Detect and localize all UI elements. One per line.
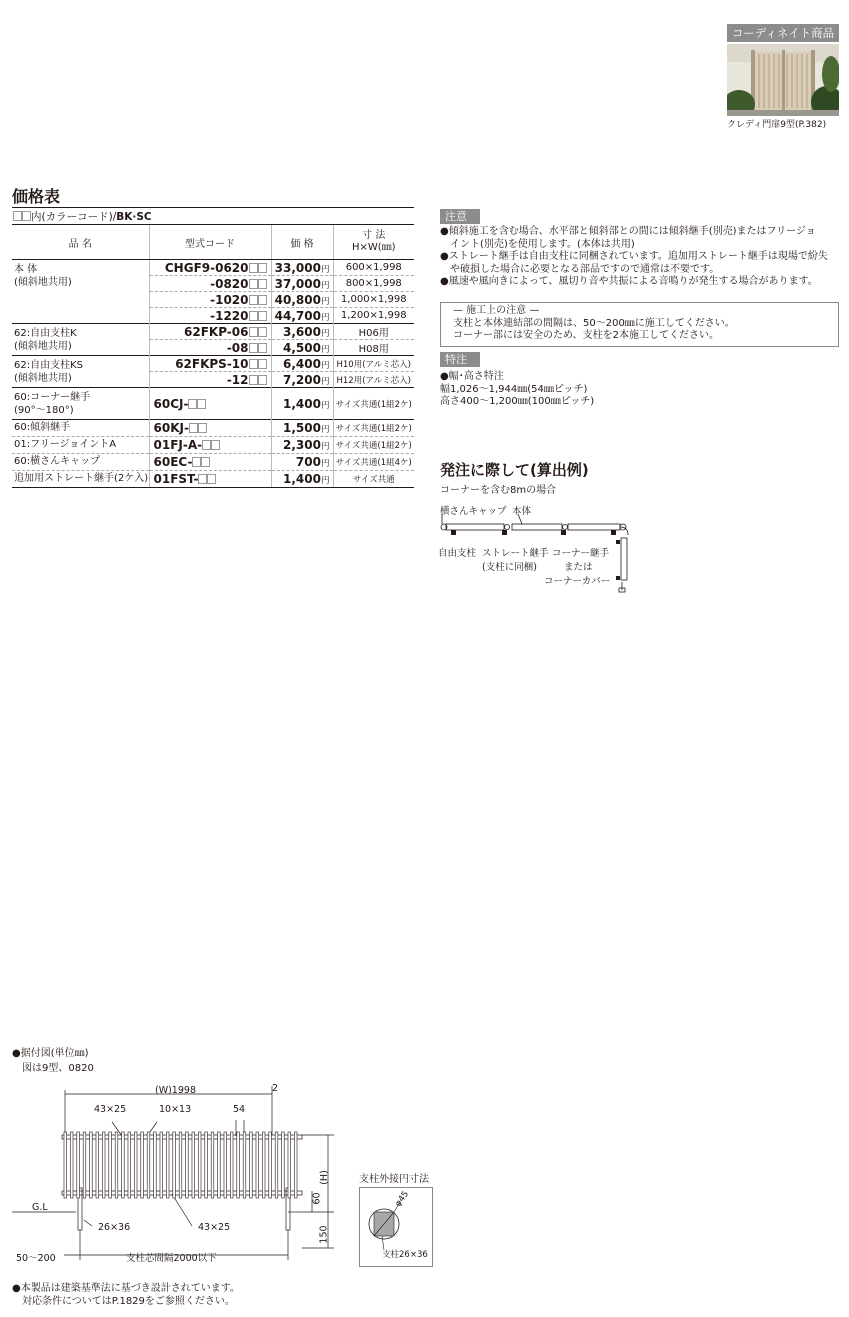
dim-post: 26×36 [98, 1222, 131, 1233]
fence-picket [237, 1132, 240, 1198]
product-name: 60:横さんキャップ [12, 454, 149, 471]
color-code-box-icon [22, 211, 31, 221]
fence-picket [128, 1132, 131, 1198]
fence-picket [243, 1132, 246, 1198]
fence-picket [250, 1132, 253, 1198]
color-code-box-icon [13, 211, 22, 221]
fence-picket [77, 1132, 80, 1198]
fence-picket [134, 1132, 137, 1198]
fence-picket [205, 1132, 208, 1198]
fence-picket [192, 1132, 195, 1198]
fence-picket [147, 1132, 150, 1198]
fence-picket [282, 1132, 285, 1198]
fence-picket [70, 1132, 73, 1198]
fence-picket [166, 1132, 169, 1198]
table-row: 01:フリージョイントA 01FJ-A- 2,300円 サイズ共通(1組2ケ) [12, 437, 414, 454]
special-order-tag: 特注 [440, 352, 480, 367]
installation-heading: ●据付図(単位㎜) 図は9型、0820 [12, 1048, 94, 1074]
label-corner-joint: コーナー継手 [552, 548, 610, 559]
divider [12, 207, 414, 208]
label-or: または [564, 562, 593, 573]
fence-picket [109, 1132, 112, 1198]
table-row: -0820 37,000円 800×1,998 [12, 276, 414, 292]
coordinate-caption: クレディ門扉9型(P.382) [727, 120, 827, 130]
fence-picket [115, 1132, 118, 1198]
header-size: 寸 法 H×W(㎜) [333, 225, 414, 260]
order-example-diagram [436, 500, 646, 600]
fence-picket [211, 1132, 214, 1198]
fence-picket [269, 1132, 272, 1198]
product-name: 62:自由支柱K (傾斜地共用) [12, 324, 149, 356]
table-header [12, 225, 414, 260]
price-title: 価格表 [12, 187, 61, 206]
label-straight-joint-note: (支柱に同梱) [482, 562, 537, 573]
dim-picket: 10×13 [159, 1104, 192, 1115]
product-name: 60:傾斜継手 [12, 420, 149, 437]
fence-picket [83, 1132, 86, 1198]
table-row: 62:自由支柱KS (傾斜地共用) 62FKPS-10 6,400円 H10用(アルミ芯入) [12, 356, 414, 372]
coordinate-tag: コーディネイト商品 [727, 24, 839, 42]
table-row: 60:コーナー継手 (90°〜180°) 60CJ- 1,400円 サイズ共通(1組2ケ) [12, 388, 414, 420]
fence-picket [256, 1132, 259, 1198]
dim-rail: 43×25 [94, 1104, 127, 1115]
fence-picket [294, 1132, 297, 1198]
circle-dimension-drawing [359, 1187, 433, 1267]
fence-picket [275, 1132, 278, 1198]
label-cap: 横さんキャップ [440, 506, 507, 517]
fence-picket [141, 1132, 144, 1198]
product-name: 追加用ストレート継手(2ケ入) [12, 471, 149, 488]
dim-2: 2 [272, 1083, 279, 1094]
installation-drawing [12, 1080, 342, 1270]
header-price: 価 格 [271, 225, 333, 260]
dim-height: (H) [318, 1170, 330, 1185]
table-row: -12 7,200円 H12用(アルミ芯入) [12, 372, 414, 388]
table-row: 追加用ストレート継手(2ケ入) 01FST- 1,400円 サイズ共通 [12, 471, 414, 488]
order-example-subtitle: コーナーを含む8mの場合 [440, 485, 557, 496]
header-code: 型式コード [149, 225, 271, 260]
footer-notes: ●本製品は建築基準法に基づき設計されています。 対応条件についてはP.1829をご参照ください。 [12, 1283, 240, 1307]
dim-width: (W)1998 [155, 1085, 196, 1096]
table-row: -08 4,500円 H08用 [12, 340, 414, 356]
circle-diameter: φ45 [393, 1189, 412, 1209]
fence-picket [218, 1132, 221, 1198]
fence-picket [96, 1132, 99, 1198]
dim-150: 150 [318, 1225, 330, 1244]
dim-60: 60 [311, 1192, 323, 1205]
product-name: 01:フリージョイントA [12, 437, 149, 454]
table-row: 60:傾斜継手 60KJ- 1,500円 サイズ共通(1組2ケ) [12, 420, 414, 437]
fence-picket [224, 1132, 227, 1198]
fence-picket [173, 1132, 176, 1198]
dim-gap: 50〜200 [16, 1253, 56, 1264]
caution-tag: 注意 [440, 209, 480, 224]
post-size-label: 支柱26×36 [382, 1250, 428, 1260]
label-straight-joint: ストレート継手 [482, 548, 549, 559]
color-codes: BK·SC [116, 211, 152, 223]
table-row: 62:自由支柱K (傾斜地共用) 62FKP-06 3,600円 H06用 [12, 324, 414, 340]
caution-notes: ●傾斜施工を含む場合、水平部と傾斜部との間には傾斜継手(別売)またはフリージョ イント(別売)を使用します。(本体は共用) ●ストレート継手は自由支柱に同梱されています。追加用ストレート継手は現場で紛失 や破損した場合に必要となる部品ですので通常は不要です。 ●風速や風向きによって、風切り音や共振による音鳴りが発生する場合があります。 [440, 226, 828, 287]
table-row: 本 体 (傾斜地共用) CHGF9-0620 33,000円 600×1,998 [12, 260, 414, 276]
installation-caution-box: — 施工上の注意 — 支柱と本体連結部の間隔は、50〜200㎜に施工してください。 コーナー部には安全のため、支柱を2本施工してください。 [440, 302, 839, 347]
table-row: -1220 44,700円 1,200×1,998 [12, 308, 414, 324]
dim-rail-bottom: 43×25 [198, 1222, 231, 1233]
coordinate-product-photo [727, 44, 839, 116]
fence-picket [154, 1132, 157, 1198]
fence-picket [186, 1132, 189, 1198]
fence-picket [160, 1132, 163, 1198]
ground-level-label: G.L [32, 1202, 48, 1213]
fence-picket [102, 1132, 105, 1198]
table-row: -1020 40,800円 1,000×1,998 [12, 292, 414, 308]
header-name: 品 名 [12, 225, 149, 260]
dim-pitch: 54 [233, 1104, 246, 1115]
dim-post-spacing: 支柱芯間隔2000以下 [126, 1253, 217, 1264]
label-corner-cover: コーナーカバー [544, 576, 611, 587]
circle-dimension-title: 支柱外接円寸法 [359, 1174, 429, 1185]
label-post: 自由支柱 [438, 548, 477, 559]
product-name: 62:自由支柱KS (傾斜地共用) [12, 356, 149, 388]
product-name: 本 体 (傾斜地共用) [12, 260, 149, 324]
fence-picket [122, 1132, 125, 1198]
order-example-title: 発注に際して(算出例) [440, 461, 589, 479]
fence-picket [230, 1132, 233, 1198]
fence-picket [64, 1132, 67, 1198]
special-order-notes: ●幅･高さ特注 幅1,026〜1,944㎜(54㎜ピッチ) 高さ400〜1,200㎜(100㎜ピッチ) [440, 371, 595, 407]
price-table [12, 224, 414, 488]
color-code-note: 内(カラーコード)/BK·SC [13, 209, 152, 224]
fence-picket [288, 1132, 291, 1198]
fence-picket [90, 1132, 93, 1198]
product-name: 60:コーナー継手 (90°〜180°) [12, 388, 149, 420]
fence-picket [179, 1132, 182, 1198]
table-row: 60:横さんキャップ 60EC- 700円 サイズ共通(1組4ケ) [12, 454, 414, 471]
fence-picket [198, 1132, 201, 1198]
label-body: 本体 [512, 506, 532, 517]
fence-picket [262, 1132, 265, 1198]
